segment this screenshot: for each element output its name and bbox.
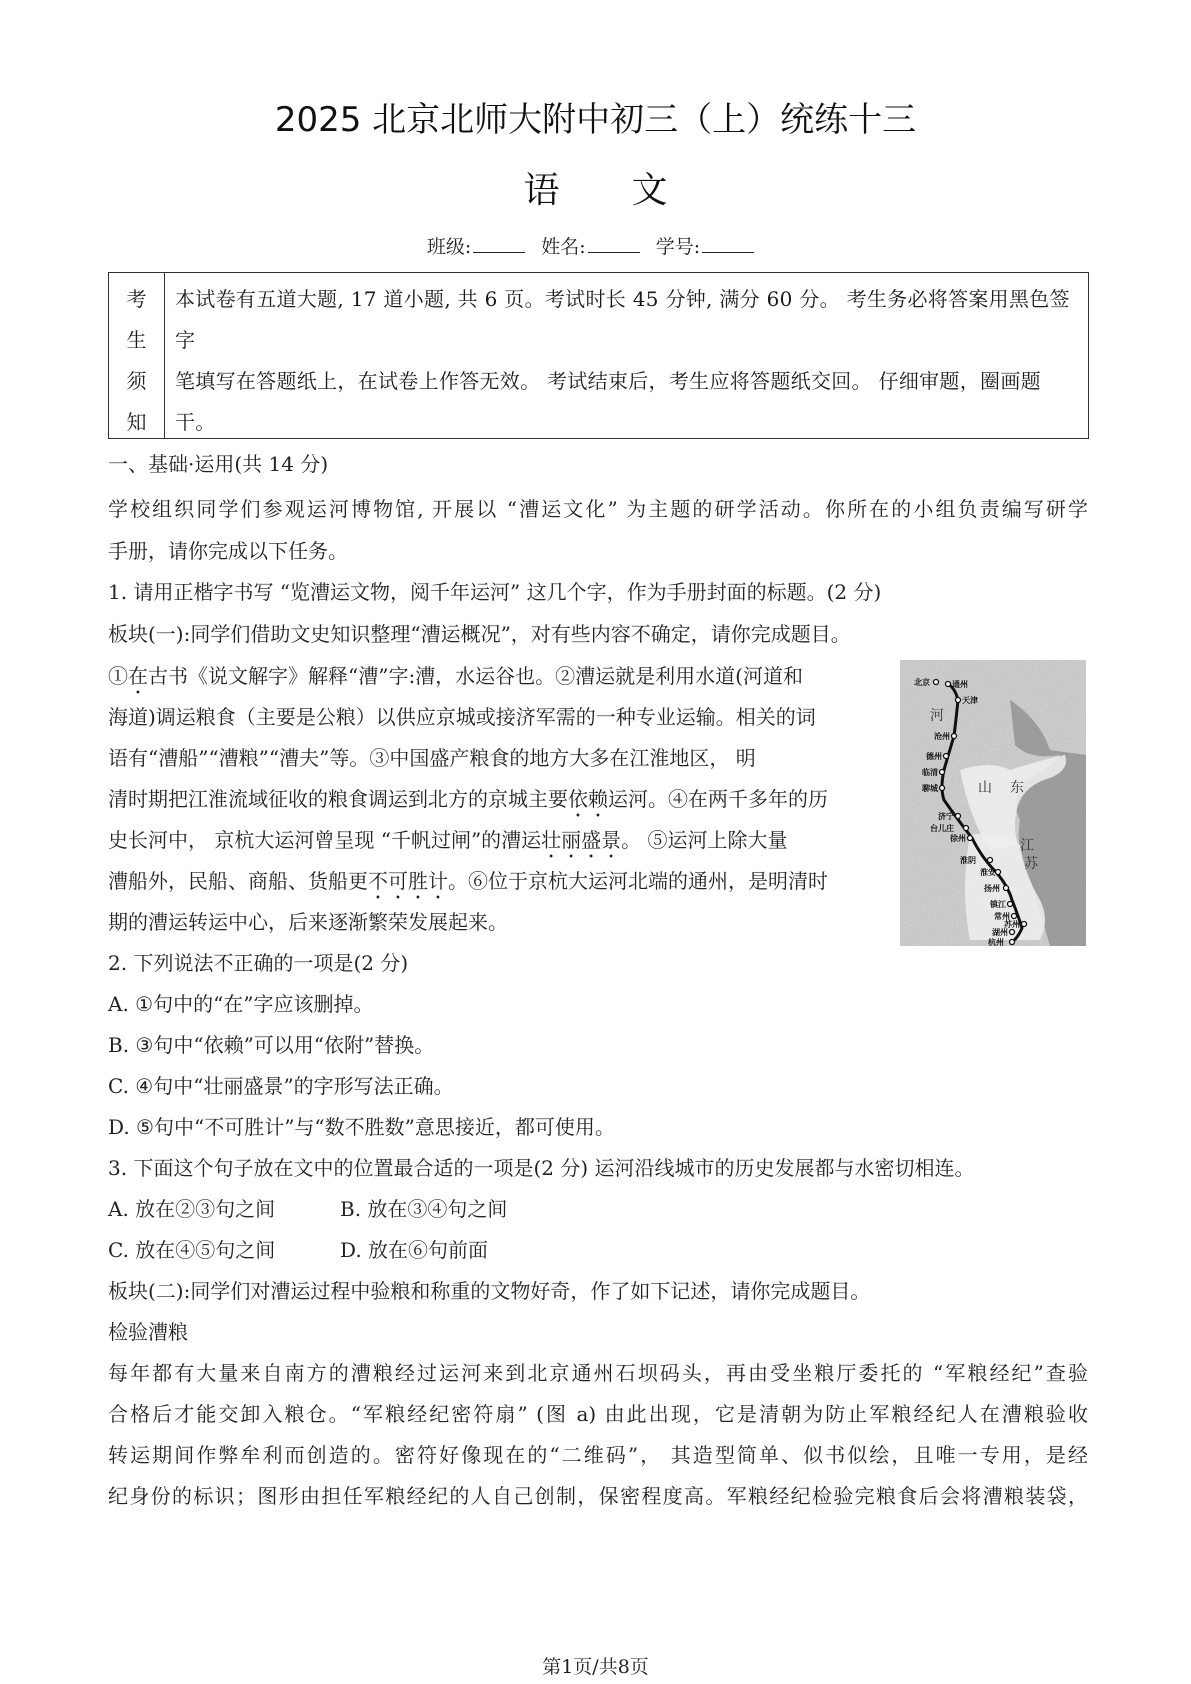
emphasized-text: 在: [128, 664, 148, 688]
svg-text:淮阴: 淮阴: [960, 856, 976, 865]
svg-text:东: 东: [1010, 780, 1024, 796]
passage2-line: 每年都有大量来自南方的漕粮经过运河来到北京通州石坝码头，再由受坐粮厅委托的 “军粮经纪”查验: [108, 1361, 1088, 1385]
svg-text:山: 山: [978, 780, 992, 796]
grand-canal-map: [900, 660, 1086, 946]
passage-line: 漕船外，民船、商船、货船更不可胜计。⑥位于京杭大运河北端的通州，是明清时: [108, 869, 828, 893]
question-1: 1. 请用正楷字书写 “览漕运文物，阅千年运河” 这几个字，作为手册封面的标题。(2 分): [108, 580, 882, 604]
svg-text:济宁: 济宁: [938, 812, 954, 821]
notice-side-char: 生: [126, 328, 147, 352]
q3-option-a: A. 放在②③句之间: [108, 1197, 276, 1221]
svg-text:湖州: 湖州: [992, 928, 1008, 937]
exam-title: 2025 北京北师大附中初三（上）统练十三: [274, 100, 917, 140]
svg-text:徐州: 徐州: [950, 834, 966, 843]
svg-text:聊城: 聊城: [922, 784, 938, 793]
notice-side-char: 知: [126, 410, 147, 434]
subject-char: 文: [631, 170, 668, 211]
svg-text:沧州: 沧州: [934, 732, 950, 741]
svg-text:常州: 常州: [994, 912, 1010, 921]
subheading: 检验漕粮: [108, 1320, 188, 1344]
notice-side-char: 考: [126, 287, 147, 311]
svg-text:河: 河: [930, 708, 944, 724]
svg-text:淮安: 淮安: [980, 868, 996, 877]
svg-text:杭州: 杭州: [988, 938, 1004, 946]
block-1-heading: 板块(一):同学们借助文史知识整理“漕运概况”，对有些内容不确定，请你完成题目。: [108, 622, 851, 646]
notice-side-label: [109, 273, 165, 438]
svg-text:苏: 苏: [1024, 856, 1038, 872]
subject-char: 语: [523, 170, 560, 211]
notice-body: [165, 273, 1088, 438]
passage-line: 期的漕运转运中心，后来逐渐繁荣发展起来。: [108, 910, 508, 934]
svg-text:北京: 北京: [914, 678, 930, 687]
notice-line: 笔填写在答题纸上，在试卷上作答无效。 考试结束后，考生应将答题纸交回。 仔细审题，圈画题: [175, 369, 1041, 393]
svg-text:天津: 天津: [962, 696, 978, 705]
emphasized-text: 不可胜计: [368, 869, 448, 893]
notice-box: [108, 272, 1089, 439]
passage2-line: 合格后才能交卸入粮仓。“军粮经纪密符扇” (图 a) 由此出现，它是清朝为防止军粮经纪人在漕粮验收: [108, 1402, 1088, 1426]
svg-text:德州: 德州: [926, 752, 942, 761]
intro-line: 手册，请你完成以下任务。: [108, 539, 348, 563]
q3-option-c: C. 放在④⑤句之间: [108, 1238, 276, 1262]
svg-text:扬州: 扬州: [984, 884, 1000, 893]
svg-text:镇江: 镇江: [990, 900, 1006, 909]
notice-line: 本试卷有五道大题, 17 道小题, 共 6 页。考试时长 45 分钟, 满分 60 分。 考生务必将答案用黑色签字: [175, 287, 1070, 352]
q3-option-d: D. 放在⑥句前面: [340, 1238, 489, 1262]
subject-title: [0, 162, 1191, 213]
block-2-heading: 板块(二):同学们对漕运过程中验粮和称重的文物好奇，作了如下记述，请你完成题目。: [108, 1279, 871, 1303]
class-blank: [473, 236, 525, 253]
name-blank: [588, 236, 640, 253]
q2-option-d: D. ⑤句中“不可胜计”与“数不胜数”意思接近，都可使用。: [108, 1115, 615, 1139]
passage-line: 海道)调运粮食（主要是公粮）以供应京城或接济军需的一种专业运输。相关的词: [108, 705, 816, 729]
emphasized-text: 依赖: [568, 787, 608, 811]
svg-text:台儿庄: 台儿庄: [930, 824, 954, 833]
passage2-line: 转运期间作弊牟利而创造的。密符好像现在的“二维码”， 其造型简单、似书似绘，且唯一专用，是经: [108, 1443, 1088, 1467]
notice-side-char: 须: [126, 369, 147, 393]
svg-text:苏州: 苏州: [1004, 920, 1020, 929]
page-number: 第1页/共8页: [542, 1656, 649, 1678]
id-label: 学号:: [655, 236, 701, 258]
id-blank: [702, 236, 754, 253]
svg-text:临清: 临清: [922, 768, 938, 777]
section-heading: 一、基础·运用(共 14 分): [108, 452, 329, 476]
question-2: 2. 下列说法不正确的一项是(2 分): [108, 951, 409, 975]
class-label: 班级:: [426, 236, 472, 258]
intro-line: 学校组织同学们参观运河博物馆, 开展以 “漕运文化” 为主题的研学活动。你所在的小组负责编写研学: [108, 497, 1088, 521]
q3-option-b: B. 放在③④句之间: [340, 1197, 508, 1221]
notice-line: 干。: [175, 410, 216, 434]
q2-option-b: B. ③句中“依赖”可以用“依附”替换。: [108, 1033, 435, 1057]
student-info: [0, 232, 1191, 259]
name-label: 姓名:: [541, 236, 586, 258]
passage-line: 史长河中， 京杭大运河曾呈现 “千帆过闸”的漕运壮丽盛景。 ⑤运河上除大量: [108, 828, 788, 852]
q2-option-c: C. ④句中“壮丽盛景”的字形写法正确。: [108, 1074, 454, 1098]
canal-map-icon: [900, 660, 1086, 946]
passage-line: 清时期把江淮流域征收的粮食调运到北方的京城主要依赖运河。④在两千多年的历: [108, 787, 828, 811]
q2-option-a: A. ①句中的“在”字应该删掉。: [108, 992, 374, 1016]
emphasized-text: 壮丽盛景: [541, 828, 622, 852]
svg-text:通州: 通州: [952, 680, 968, 689]
svg-text:江: 江: [1020, 838, 1034, 854]
passage-line: 语有“漕船”“漕粮”“漕夫”等。③中国盛产粮食的地方大多在江淮地区， 明: [108, 746, 756, 770]
question-3: 3. 下面这个句子放在文中的位置最合适的一项是(2 分) 运河沿线城市的历史发展都与水密切相连。: [108, 1156, 975, 1180]
passage2-line: 纪身份的标识；图形由担任军粮经纪的人自己创制，保密程度高。军粮经纪检验完粮食后会将漕粮装袋，: [108, 1484, 1088, 1508]
passage-line: ①在古书《说文解字》解释“漕”字:漕，水运谷也。②漕运就是利用水道(河道和: [108, 664, 803, 688]
